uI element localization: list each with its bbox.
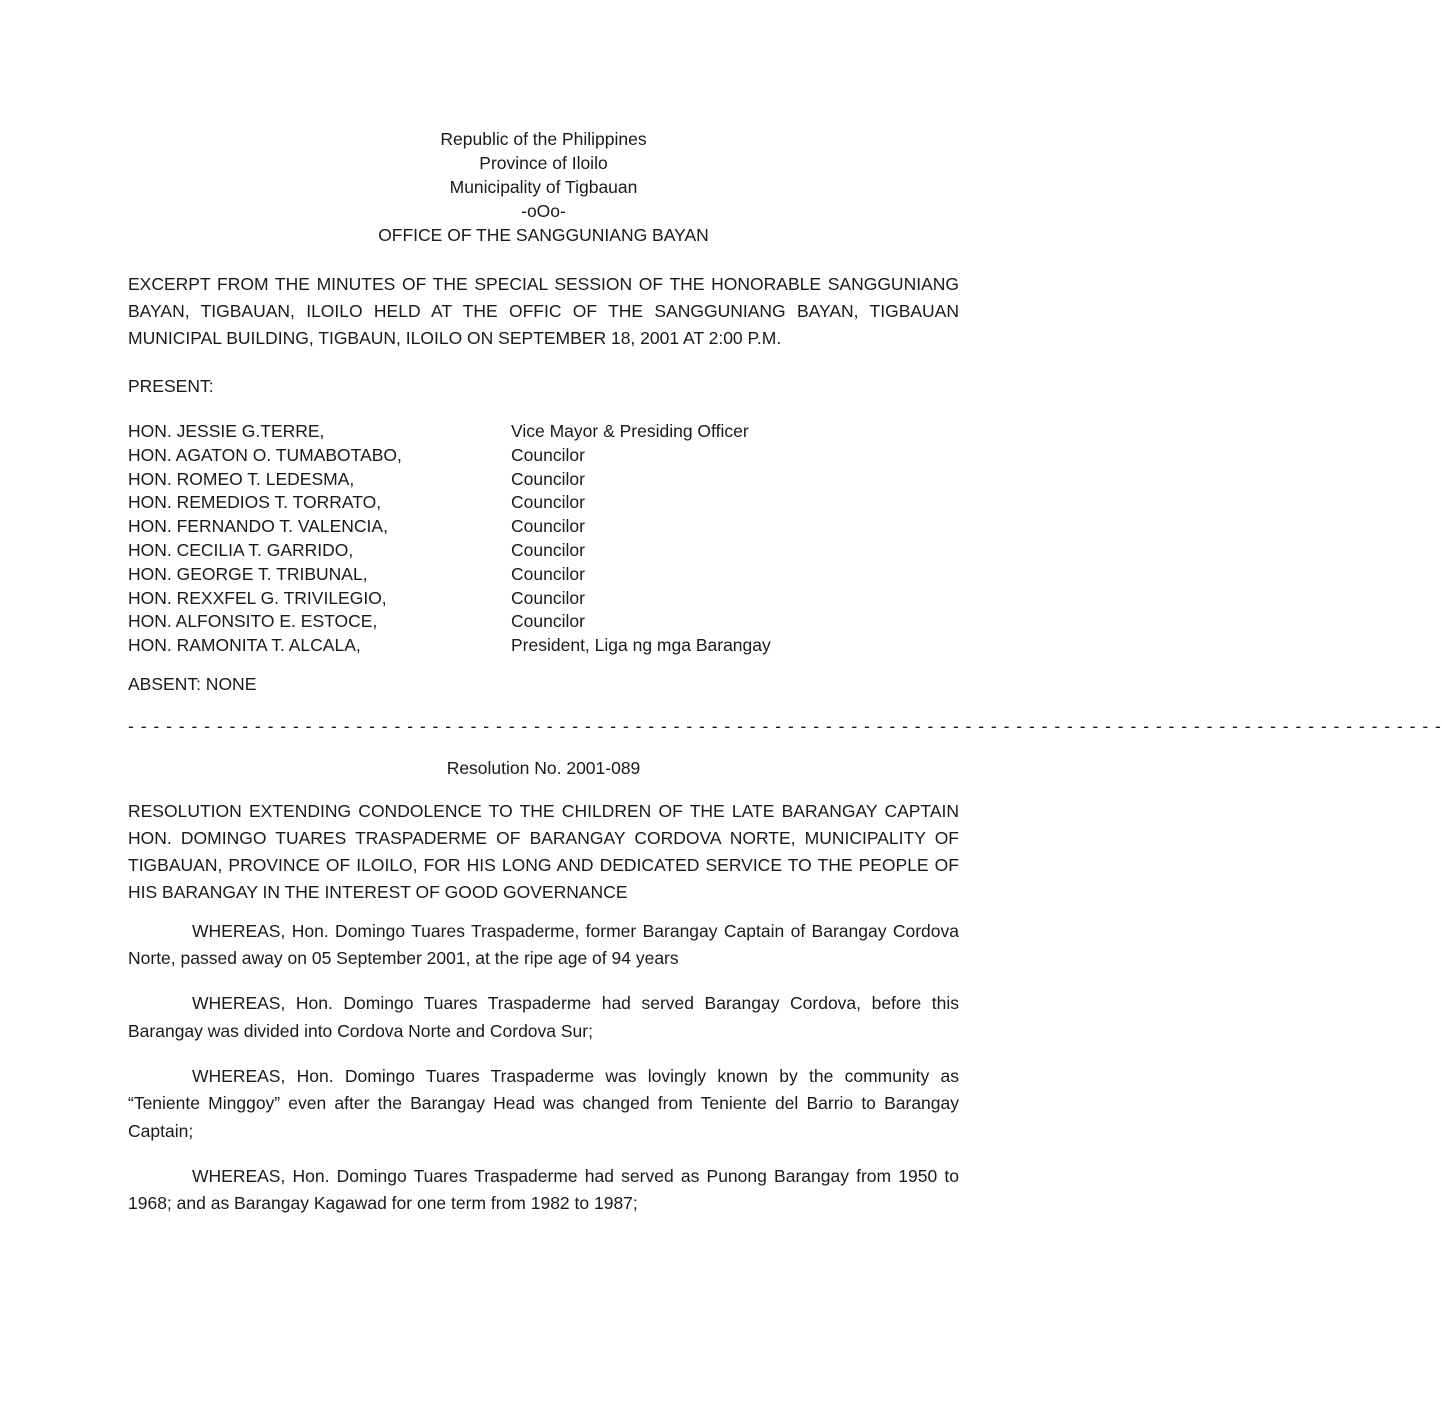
member-position: Councilor: [511, 468, 585, 489]
members-list: [128, 420, 959, 658]
member-name: HON. AGATON O. TUMABOTABO,: [128, 444, 402, 465]
member-position: Councilor: [511, 539, 585, 560]
resolution-title: RESOLUTION EXTENDING CONDOLENCE TO THE CHILDREN OF THE LATE BARANGAY CAPTAIN HON. DOMINGO TUARES TRASPADERME OF BARANGAY CORDOVA NORTE, MUNICIPALITY OF TIGBAUAN, PROVINCE OF ILOILO, FOR HIS LONG AND DEDICATED SERVICE TO THE PEOPLE OF HIS BARANGAY IN THE INTEREST OF GOOD GOVERNANCE: [128, 800, 959, 902]
member-row: [128, 420, 959, 444]
member-row: [128, 515, 959, 539]
member-name: HON. ROMEO T. LEDESMA,: [128, 468, 355, 489]
header-ornament: -oOo-: [521, 201, 566, 221]
whereas-clause: WHEREAS, Hon. Domingo Tuares Traspaderme had served as Punong Barangay from 1950 to 1968; and as Barangay Kagawad for one term from 1982 to 1987;: [128, 1165, 959, 1214]
member-position: Councilor: [511, 444, 585, 465]
member-position: Councilor: [511, 611, 585, 632]
member-position: Councilor: [511, 587, 585, 608]
member-row: [128, 491, 959, 515]
header-municipality: Municipality of Tigbauan: [449, 177, 638, 197]
whereas-clause: WHEREAS, Hon. Domingo Tuares Traspaderme had served Barangay Cordova, before this Barangay was divided into Cordova Norte and Cordova Sur;: [128, 993, 959, 1041]
member-name: HON. RAMONITA T. ALCALA,: [128, 635, 361, 656]
member-name: HON. REMEDIOS T. TORRATO,: [128, 492, 382, 513]
section-divider: - - - - - - - - - - - - - - - - - - - - - - - - - - - - - - - - - - - - - - - - - - - - - - - - - - - - - - - - - - - - - - - - - - - - - - - - - - - - - - - - - - - - - - - - - - - - - - - - - - - - - - - -: [128, 715, 1442, 736]
member-row: [128, 587, 959, 611]
member-row: [128, 634, 959, 658]
member-position: Councilor: [511, 516, 585, 537]
whereas-clause: WHEREAS, Hon. Domingo Tuares Traspaderme was lovingly known by the community as “Teniente Minggoy” even after the Barangay Head was changed from Teniente del Barrio to Barangay Captain;: [128, 1065, 959, 1141]
member-position: Vice Mayor & Presiding Officer: [511, 421, 749, 441]
absent-line: ABSENT: NONE: [128, 673, 257, 694]
document-page: [128, 127, 1442, 1235]
member-position: Councilor: [511, 563, 585, 584]
document-header: [128, 127, 959, 247]
member-name: HON. ALFONSITO E. ESTOCE,: [128, 611, 378, 632]
member-name: HON. GEORGE T. TRIBUNAL,: [128, 563, 368, 584]
member-row: [128, 468, 959, 492]
header-office: OFFICE OF THE SANGGUNIANG BAYAN: [378, 225, 709, 245]
present-label: PRESENT:: [128, 376, 214, 396]
minutes-excerpt: EXCERPT FROM THE MINUTES OF THE SPECIAL SESSION OF THE HONORABLE SANGGUNIANG BAYAN, TIGBAUAN, ILOILO HELD AT THE OFFIC OF THE SANGGUNIANG BAYAN, TIGBAUAN MUNICIPAL BUILDING, TIGBAUN, ILOILO ON SEPTEMBER 18, 2001 AT 2:00 P.M.: [128, 274, 959, 348]
header-republic: Republic of the Philippines: [440, 129, 647, 149]
member-position: President, Liga ng mga Barangay: [511, 635, 771, 656]
member-name: HON. REXXFEL G. TRIVILEGIO,: [128, 587, 387, 608]
header-province: Province of Iloilo: [479, 153, 608, 173]
member-row: [128, 444, 959, 468]
member-row: [128, 563, 959, 587]
member-row: [128, 610, 959, 634]
member-row: [128, 539, 959, 563]
resolution-number: Resolution No. 2001-089: [446, 757, 641, 778]
member-position: Councilor: [511, 492, 585, 513]
member-name: HON. JESSIE G.TERRE,: [128, 421, 325, 441]
member-name: HON. FERNANDO T. VALENCIA,: [128, 516, 388, 537]
member-name: HON. CECILIA T. GARRIDO,: [128, 539, 354, 560]
whereas-clause: WHEREAS, Hon. Domingo Tuares Traspaderme, former Barangay Captain of Barangay Cordova Norte, passed away on 05 September 2001, at the ripe age of 94 years: [128, 920, 959, 969]
